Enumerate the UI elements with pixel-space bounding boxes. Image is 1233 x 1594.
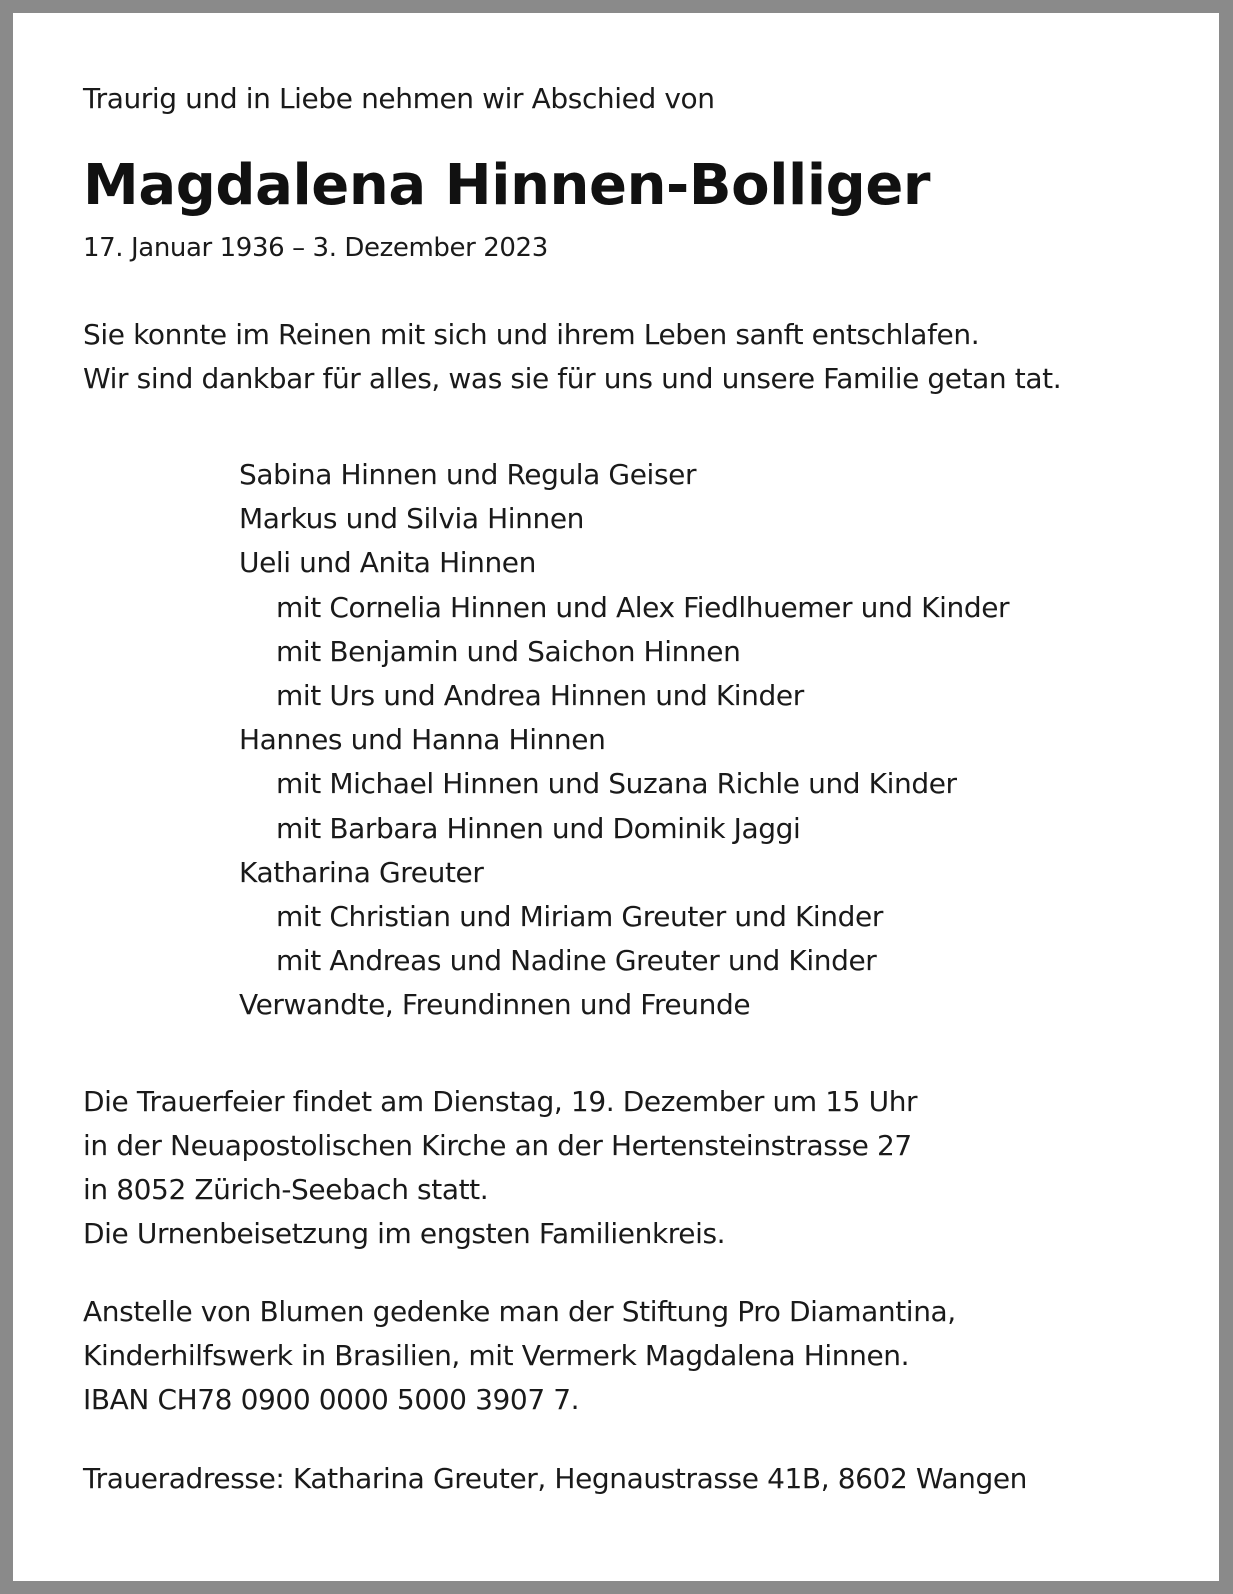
ceremony-paragraph — [83, 1080, 917, 1256]
mourners-list — [239, 453, 1009, 1028]
mourner-sub-entry: mit Cornelia Hinnen und Alex Fiedlhuemer und Kinder — [276, 590, 1010, 624]
donation-line: Kinderhilfswerk in Brasilien, mit Vermerk Magdalena Hinnen. — [83, 1339, 910, 1372]
mourner-sub-entry: mit Benjamin und Saichon Hinnen — [276, 634, 741, 668]
farewell-line: Wir sind dankbar für alles, was sie für uns und unsere Familie getan tat. — [83, 362, 1062, 395]
farewell-paragraph — [83, 313, 1061, 401]
mourner-entry: Sabina Hinnen und Regula Geiser — [239, 458, 697, 491]
mourner-sub-entry: mit Barbara Hinnen und Dominik Jaggi — [276, 811, 801, 845]
mourner-sub-entry: mit Andreas und Nadine Greuter und Kinder — [276, 944, 877, 978]
life-dates: 17. Januar 1936 – 3. Dezember 2023 — [83, 233, 548, 263]
ceremony-line: Die Urnenbeisetzung im engsten Familienkreis. — [83, 1217, 726, 1250]
mourner-sub-entry: mit Michael Hinnen und Suzana Richle und Kinder — [276, 767, 957, 801]
deceased-name: Magdalena Hinnen-Bolliger — [83, 153, 931, 218]
mourner-entry: Ueli und Anita Hinnen — [239, 546, 536, 580]
intro-text: Traurig und in Liebe nehmen wir Abschied von — [83, 82, 715, 115]
mourning-address: Traueradresse: Katharina Greuter, Hegnaustrasse 41B, 8602 Wangen — [83, 1462, 1028, 1495]
ceremony-line: Die Trauerfeier findet am Dienstag, 19. Dezember um 15 Uhr — [83, 1085, 918, 1118]
mourner-entry: Verwandte, Freundinnen und Freunde — [239, 988, 751, 1022]
ceremony-line: in 8052 Zürich-Seebach statt. — [83, 1173, 489, 1206]
farewell-line: Sie konnte im Reinen mit sich und ihrem Leben sanft entschlafen. — [83, 318, 980, 351]
mourner-entry: Markus und Silvia Hinnen — [239, 502, 585, 536]
mourner-entry: Katharina Greuter — [239, 855, 484, 889]
ceremony-line: in der Neuapostolischen Kirche an der Hertensteinstrasse 27 — [83, 1129, 912, 1162]
donation-line: Anstelle von Blumen gedenke man der Stiftung Pro Diamantina, — [83, 1295, 956, 1328]
obituary-notice — [13, 13, 1219, 1581]
donation-paragraph — [83, 1290, 956, 1422]
mourner-sub-entry: mit Christian und Miriam Greuter und Kinder — [276, 900, 883, 934]
donation-iban: IBAN CH78 0900 0000 5000 3907 7. — [83, 1383, 580, 1416]
mourner-entry: Hannes und Hanna Hinnen — [239, 723, 606, 757]
mourner-sub-entry: mit Urs und Andrea Hinnen und Kinder — [276, 679, 804, 713]
